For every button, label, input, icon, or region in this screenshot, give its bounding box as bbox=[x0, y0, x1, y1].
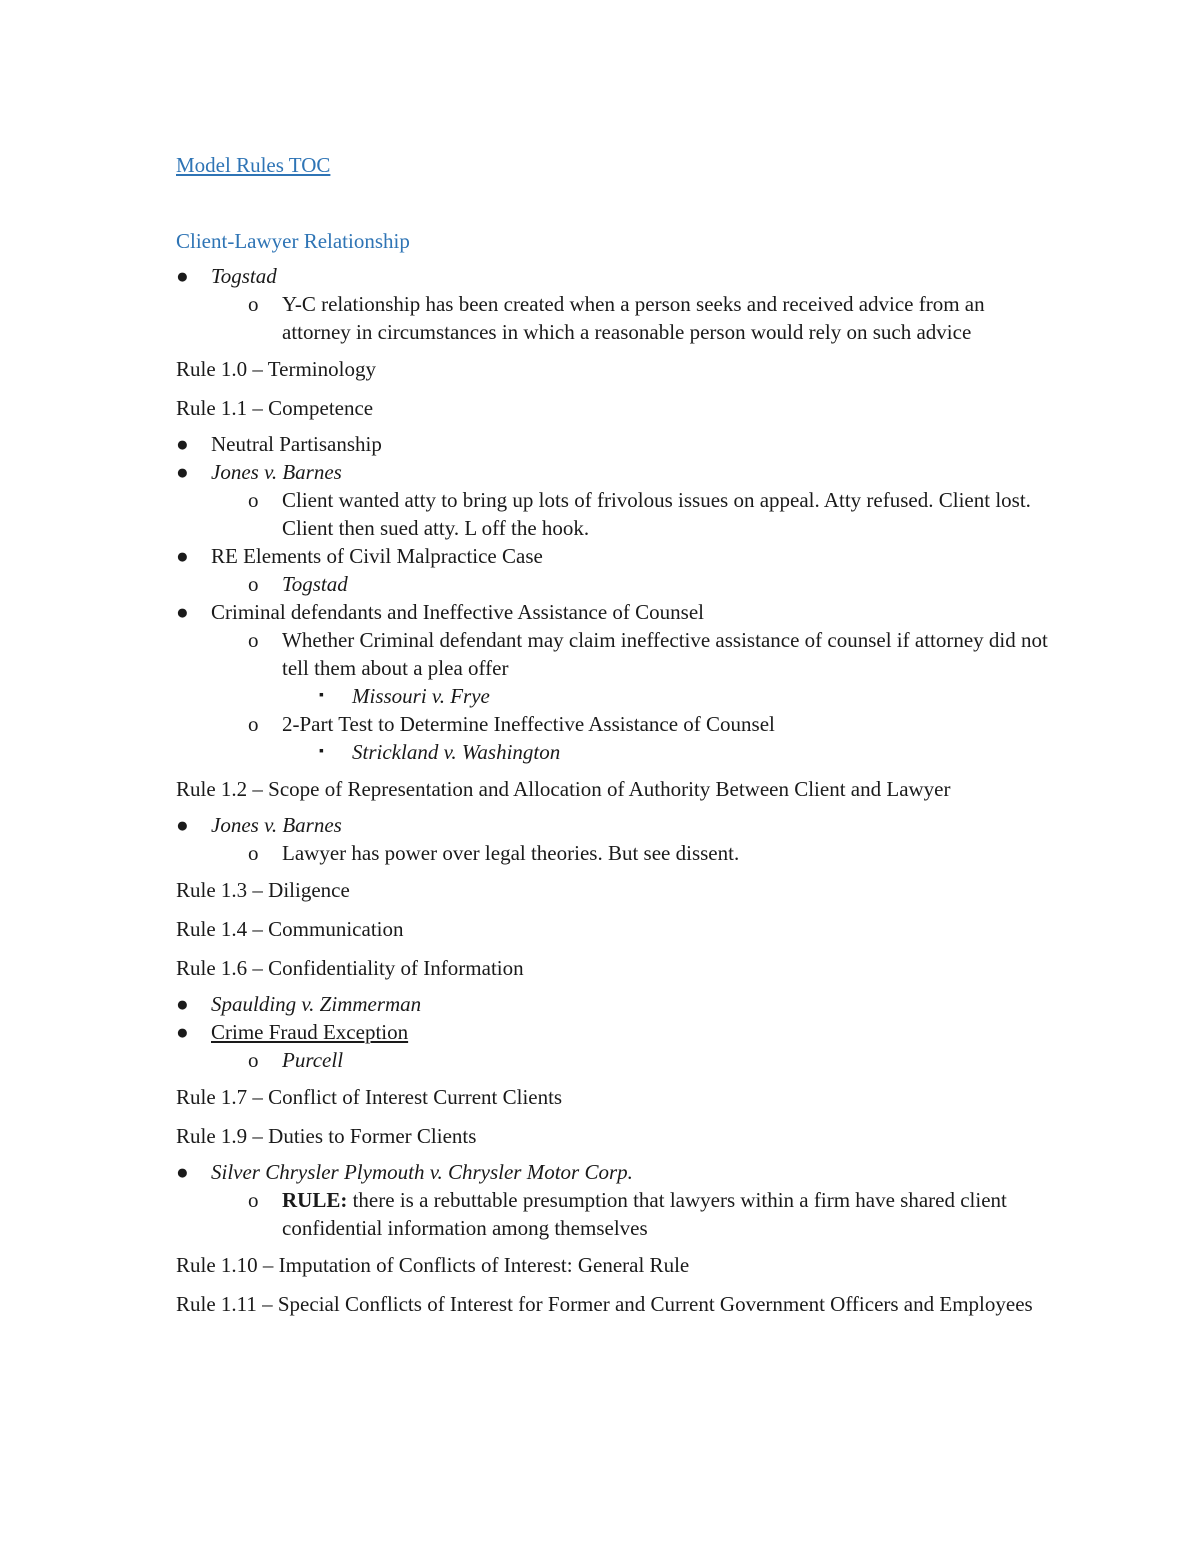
list-item-text: Neutral Partisanship bbox=[211, 432, 382, 456]
case-name: Missouri v. Frye bbox=[352, 684, 490, 708]
disc-bullet-icon: ● bbox=[176, 600, 189, 624]
list-item bbox=[176, 458, 1056, 486]
circle-bullet-icon: o bbox=[248, 1048, 259, 1072]
list-item-text: Criminal defendants and Ineffective Assistance of Counsel bbox=[211, 600, 704, 624]
rule-1-7-heading: Rule 1.7 – Conflict of Interest Current Clients bbox=[176, 1085, 563, 1109]
list-item-text: there is a rebuttable presumption that lawyers within a firm have shared client confidential information among themselves bbox=[282, 1188, 1007, 1240]
disc-bullet-icon: ● bbox=[176, 264, 189, 288]
document-page bbox=[176, 150, 1056, 1330]
rule-1-11-heading: Rule 1.11 – Special Conflicts of Interest for Former and Current Government Officers and Employees bbox=[176, 1292, 1033, 1316]
list-item-text: Client wanted atty to bring up lots of frivolous issues on appeal. Atty refused. Client lost. Client then sued atty. L off the hook. bbox=[282, 488, 1031, 540]
disc-bullet-icon: ● bbox=[176, 1160, 189, 1184]
rule-1-1-heading: Rule 1.1 – Competence bbox=[176, 396, 374, 420]
list-item bbox=[176, 486, 1056, 542]
rule-1-0-heading: Rule 1.0 – Terminology bbox=[176, 357, 376, 381]
rule-1-3-heading: Rule 1.3 – Diligence bbox=[176, 878, 350, 902]
circle-bullet-icon: o bbox=[248, 292, 259, 316]
list-item bbox=[176, 626, 1056, 682]
rule-1-2-heading: Rule 1.2 – Scope of Representation and Allocation of Authority Between Client and Lawyer bbox=[176, 777, 951, 801]
circle-bullet-icon: o bbox=[248, 488, 259, 512]
list-item bbox=[176, 570, 1056, 598]
rule-1-4-heading: Rule 1.4 – Communication bbox=[176, 917, 404, 941]
case-name: Jones v. Barnes bbox=[211, 460, 342, 484]
disc-bullet-icon: ● bbox=[176, 1020, 189, 1044]
rule-1-6-heading: Rule 1.6 – Confidentiality of Information bbox=[176, 956, 524, 980]
model-rules-toc-link[interactable]: Model Rules TOC bbox=[176, 153, 331, 177]
list-item-text: Y-C relationship has been created when a person seeks and received advice from an attorney in circumstances in which a reasonable person would rely on such advice bbox=[282, 292, 985, 344]
list-item bbox=[176, 738, 1056, 766]
square-bullet-icon: ▪ bbox=[319, 688, 324, 703]
disc-bullet-icon: ● bbox=[176, 992, 189, 1016]
circle-bullet-icon: o bbox=[248, 712, 259, 736]
list-item-text: Lawyer has power over legal theories. But see dissent. bbox=[282, 841, 740, 865]
rule-1-9-heading: Rule 1.9 – Duties to Former Clients bbox=[176, 1124, 477, 1148]
square-bullet-icon: ▪ bbox=[319, 744, 324, 759]
list-item bbox=[176, 1018, 1056, 1046]
list-item bbox=[176, 262, 1056, 290]
list-item bbox=[176, 1158, 1056, 1186]
former-clients-list bbox=[176, 1158, 1056, 1242]
case-name: Jones v. Barnes bbox=[211, 813, 342, 837]
circle-bullet-icon: o bbox=[248, 841, 259, 865]
list-item bbox=[176, 598, 1056, 626]
circle-bullet-icon: o bbox=[248, 572, 259, 596]
disc-bullet-icon: ● bbox=[176, 813, 189, 837]
rule-1-10-heading: Rule 1.10 – Imputation of Conflicts of Interest: General Rule bbox=[176, 1253, 690, 1277]
scope-list bbox=[176, 811, 1056, 867]
disc-bullet-icon: ● bbox=[176, 460, 189, 484]
list-item-text: Crime Fraud Exception bbox=[211, 1020, 409, 1044]
list-item bbox=[176, 1046, 1056, 1074]
circle-bullet-icon: o bbox=[248, 1188, 259, 1212]
case-name: Strickland v. Washington bbox=[352, 740, 561, 764]
list-item-text: 2-Part Test to Determine Ineffective Assistance of Counsel bbox=[282, 712, 775, 736]
list-item bbox=[176, 682, 1056, 710]
list-item bbox=[176, 430, 1056, 458]
list-item bbox=[176, 290, 1056, 346]
list-item bbox=[176, 839, 1056, 867]
togstad-list bbox=[176, 262, 1056, 346]
list-item-text: Whether Criminal defendant may claim ineffective assistance of counsel if attorney did not tell them about a plea offer bbox=[282, 628, 1048, 680]
case-name: Spaulding v. Zimmerman bbox=[211, 992, 422, 1016]
disc-bullet-icon: ● bbox=[176, 432, 189, 456]
rule-label: RULE: bbox=[282, 1188, 348, 1212]
circle-bullet-icon: o bbox=[248, 628, 259, 652]
disc-bullet-icon: ● bbox=[176, 544, 189, 568]
case-name: Togstad bbox=[282, 572, 348, 596]
section-heading: Client-Lawyer Relationship bbox=[176, 229, 410, 253]
list-item-text: RE Elements of Civil Malpractice Case bbox=[211, 544, 543, 568]
list-item bbox=[176, 710, 1056, 738]
case-name: Purcell bbox=[282, 1048, 344, 1072]
competence-list bbox=[176, 430, 1056, 766]
list-item bbox=[176, 811, 1056, 839]
case-name: Silver Chrysler Plymouth v. Chrysler Motor Corp. bbox=[211, 1160, 633, 1184]
list-item bbox=[176, 990, 1056, 1018]
list-item bbox=[176, 1186, 1056, 1242]
confidentiality-list bbox=[176, 990, 1056, 1074]
list-item bbox=[176, 542, 1056, 570]
case-name: Togstad bbox=[211, 264, 277, 288]
